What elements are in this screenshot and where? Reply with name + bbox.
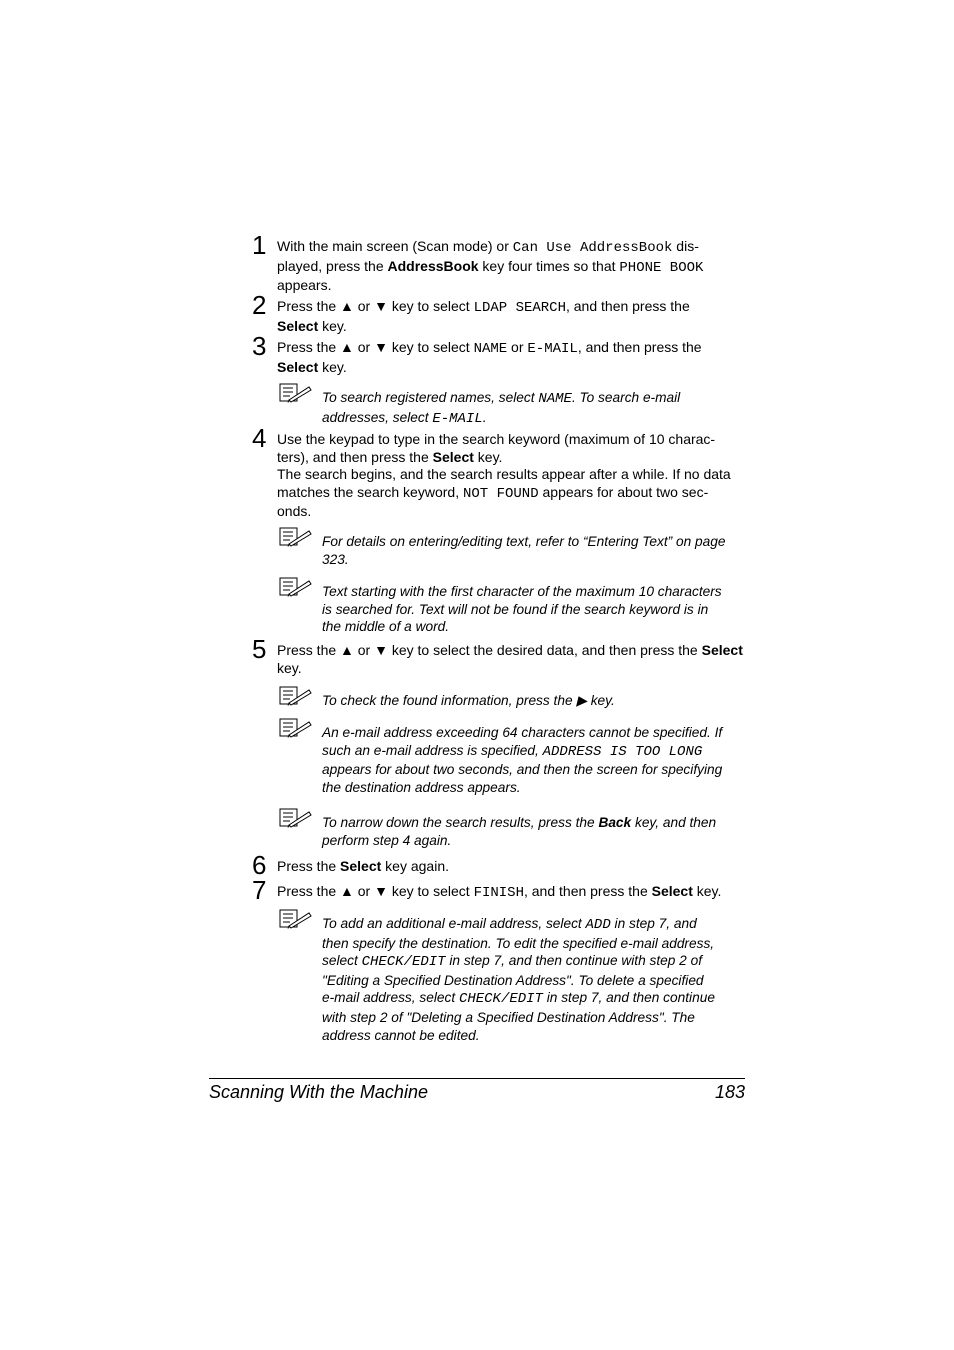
step-7-text: Press the ▲ or ▼ key to select FINISH, and then press the Select key. (277, 883, 722, 901)
footer-rule (209, 1078, 745, 1079)
note-2: For details on entering/editing text, refer to “Entering Text” on page 323. (322, 534, 726, 567)
note-pencil-icon (279, 686, 313, 706)
step-number-7: 7 (252, 875, 267, 905)
note-6: To narrow down the search results, press the Back key, and then perform step 4 again. (322, 815, 717, 848)
note-pencil-icon (279, 808, 313, 828)
step-1-text: With the main screen (Scan mode) or Can Use AddressBook dis- played, press the AddressBook key four times so that PHONE BOOK appears. (277, 238, 704, 294)
note-7: To add an additional e-mail address, select ADD in step 7, and then specify the destination. To edit the specified e-mail address, select CHECK/EDIT in step 7, and then continue with step 2 of "Editing a Specified Destination Address". To delete a specified e-mail address, select CHECK/EDIT in step 7, and then continue with step 2 of "Deleting a Specified Destination Address". The address cannot be edited. (322, 916, 715, 1043)
step-5-text: Press the ▲ or ▼ key to select the desired data, and then press the Select key. (277, 642, 743, 676)
step-4-text: Use the keypad to type in the search keyword (maximum of 10 charac- ters), and then press the Select key. The search begins, and the search results appear after a while. If no data matches the search keyword, NOT FOUND appears for about two sec- onds. (277, 431, 731, 520)
step-number-4: 4 (252, 423, 267, 453)
note-pencil-icon (279, 527, 313, 547)
note-pencil-icon (279, 577, 313, 597)
step-number-3: 3 (252, 331, 267, 361)
note-1: To search registered names, select NAME. To search e-mail addresses, select E-MAIL. (322, 390, 681, 427)
step-number-1: 1 (252, 230, 267, 260)
footer-page-number: 183 (714, 1082, 745, 1102)
step-6-text: Press the Select key again. (277, 858, 449, 874)
note-pencil-icon (279, 718, 313, 738)
step-number-2: 2 (252, 290, 267, 320)
note-pencil-icon (279, 383, 313, 403)
step-number-5: 5 (252, 634, 267, 664)
note-3: Text starting with the first character of the maximum 10 characters is searched for. Text will not be found if the search keyword is in the middle of a word. (322, 584, 722, 635)
step-2-text: Press the ▲ or ▼ key to select LDAP SEARCH, and then press the Select key. (277, 298, 690, 334)
step-3-text: Press the ▲ or ▼ key to select NAME or E-MAIL, and then press the Select key. (277, 339, 702, 375)
step-number-6: 6 (252, 850, 267, 880)
footer-section-title: Scanning With the Machine (209, 1082, 428, 1102)
note-5: An e-mail address exceeding 64 characters cannot be specified. If such an e-mail address is specified, ADDRESS IS TOO LONG appears for about two seconds, and then the screen for specifying the destination address appears. (322, 725, 723, 795)
note-pencil-icon (279, 909, 313, 929)
note-4: To check the found information, press the ▶ key. (322, 693, 615, 708)
